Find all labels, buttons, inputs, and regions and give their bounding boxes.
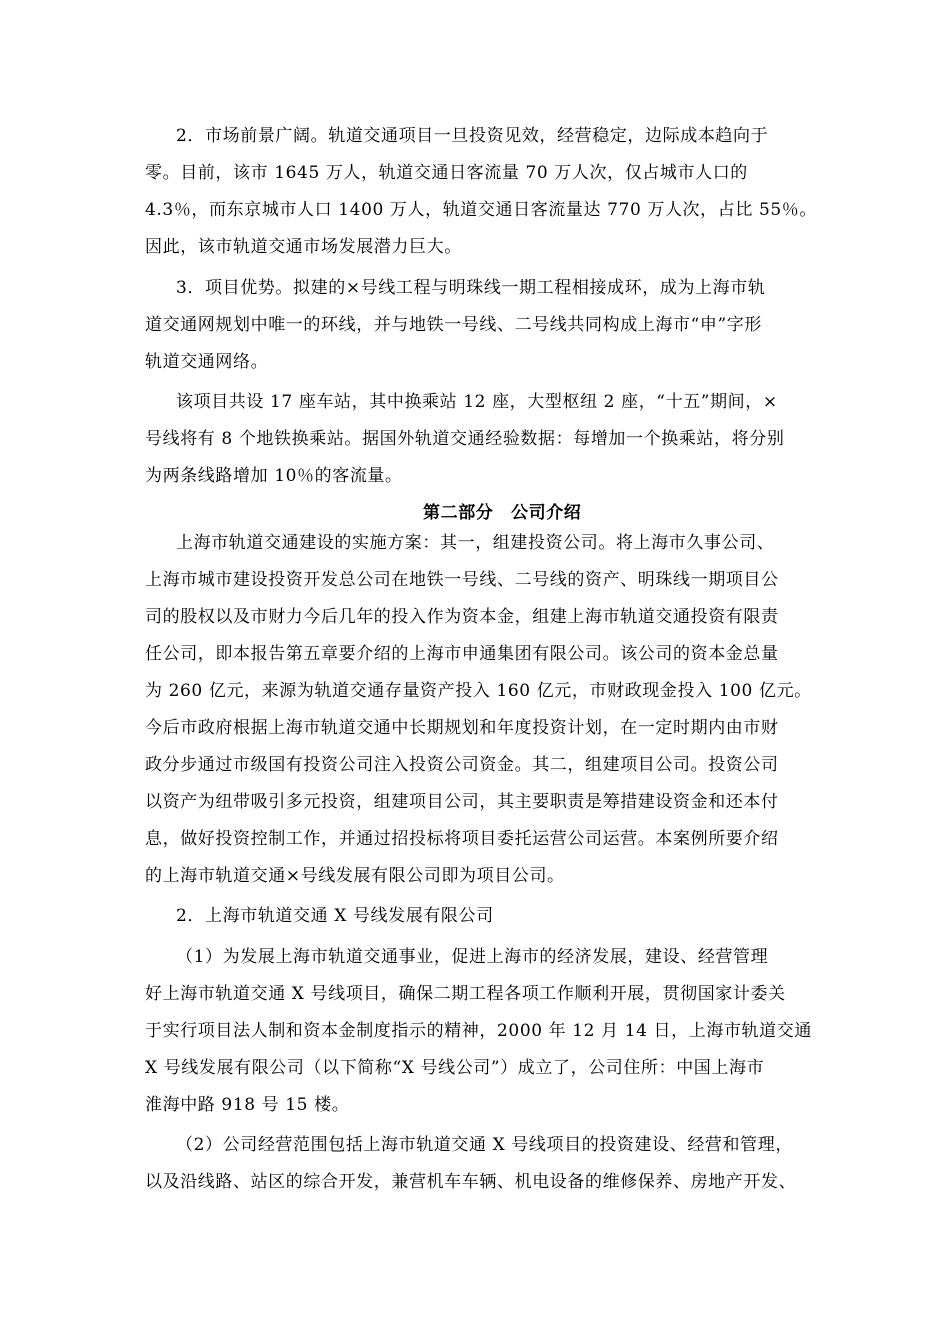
text-line: 该项目共设 17 座车站，其中换乘站 12 座，大型枢纽 2 座，“十五”期间，× — [176, 392, 778, 412]
text-line: 为两条线路增加 10％的客流量。 — [145, 466, 403, 486]
text-line: 今后市政府根据上海市轨道交通中长期规划和年度投资计划，在一定时期内由市财 — [145, 718, 779, 738]
text-line: 上海市城市建设投资开发总公司在地铁一号线、二号线的资产、明珠线一期项目公 — [145, 570, 779, 590]
text-line: 于实行项目法人制和资本金制度指示的精神，2000 年 12 月 14 日，上海市轨道交通 — [145, 1021, 812, 1041]
text-line: 因此，该市轨道交通市场发展潜力巨大。 — [145, 237, 462, 257]
text-line: 淮海中路 918 号 15 楼。 — [145, 1095, 350, 1115]
text-line: （1）为发展上海市轨道交通事业，促进上海市的经济发展，建设、经营管理 — [176, 947, 769, 967]
text-line: 2．市场前景广阔。轨道交通项目一旦投资见效，经营稳定，边际成本趋向于 — [176, 126, 769, 146]
text-line: 为 260 亿元，来源为轨道交通存量资产投入 160 亿元，市财政现金投入 100 亿元。 — [145, 681, 812, 701]
text-line: 零。目前，该市 1645 万人，轨道交通日客流量 70 万人次，仅占城市人口的 — [145, 163, 748, 183]
text-line: 上海市轨道交通建设的实施方案：其一，组建投资公司。将上海市久事公司、 — [176, 533, 775, 553]
text-line: 司的股权以及市财力今后几年的投入作为资本金，组建上海市轨道交通投资有限责 — [145, 607, 779, 627]
text-line: 以及沿线路、站区的综合开发，兼营机车车辆、机电设备的维修保养、房地产开发、 — [145, 1172, 797, 1192]
text-line: 的上海市轨道交通×号线发展有限公司即为项目公司。 — [145, 866, 565, 886]
text-line: 轨道交通网络。 — [145, 352, 269, 372]
text-line: 3．项目优势。拟建的×号线工程与明珠线一期工程相接成环，成为上海市轨 — [176, 278, 766, 298]
text-line: 以资产为纽带吸引多元投资，组建项目公司，其主要职责是筹措建设资金和还本付 — [145, 792, 779, 812]
text-line: 4.3％，而东京城市人口 1400 万人，轨道交通日客流量达 770 万人次，占比 55％。 — [145, 200, 817, 220]
text-line: 任公司，即本报告第五章要介绍的上海市申通集团有限公司。该公司的资本金总量 — [145, 644, 779, 664]
text-line: 号线将有 8 个地铁换乘站。据国外轨道交通经验数据：每增加一个换乘站，将分别 — [145, 429, 785, 449]
text-line: 息，做好投资控制工作，并通过招投标将项目委托运营公司运营。本案例所要介绍 — [145, 829, 779, 849]
text-line: （2）公司经营范围包括上海市轨道交通 X 号线项目的投资建设、经营和管理， — [176, 1135, 793, 1155]
section-heading: 第二部分 公司介绍 — [423, 503, 582, 523]
text-line: 道交通网规划中唯一的环线，并与地铁一号线、二号线共同构成上海市“申”字形 — [145, 315, 762, 335]
text-line: 2．上海市轨道交通 X 号线发展有限公司 — [176, 906, 494, 926]
text-line: 好上海市轨道交通 X 号线项目，确保二期工程各项工作顺利开展，贯彻国家计委关 — [145, 984, 786, 1004]
text-line: X 号线发展有限公司（以下简称“X 号线公司”）成立了，公司住所：中国上海市 — [145, 1058, 765, 1078]
text-line: 政分步通过市级国有投资公司注入投资公司资金。其二，组建项目公司。投资公司 — [145, 755, 779, 775]
